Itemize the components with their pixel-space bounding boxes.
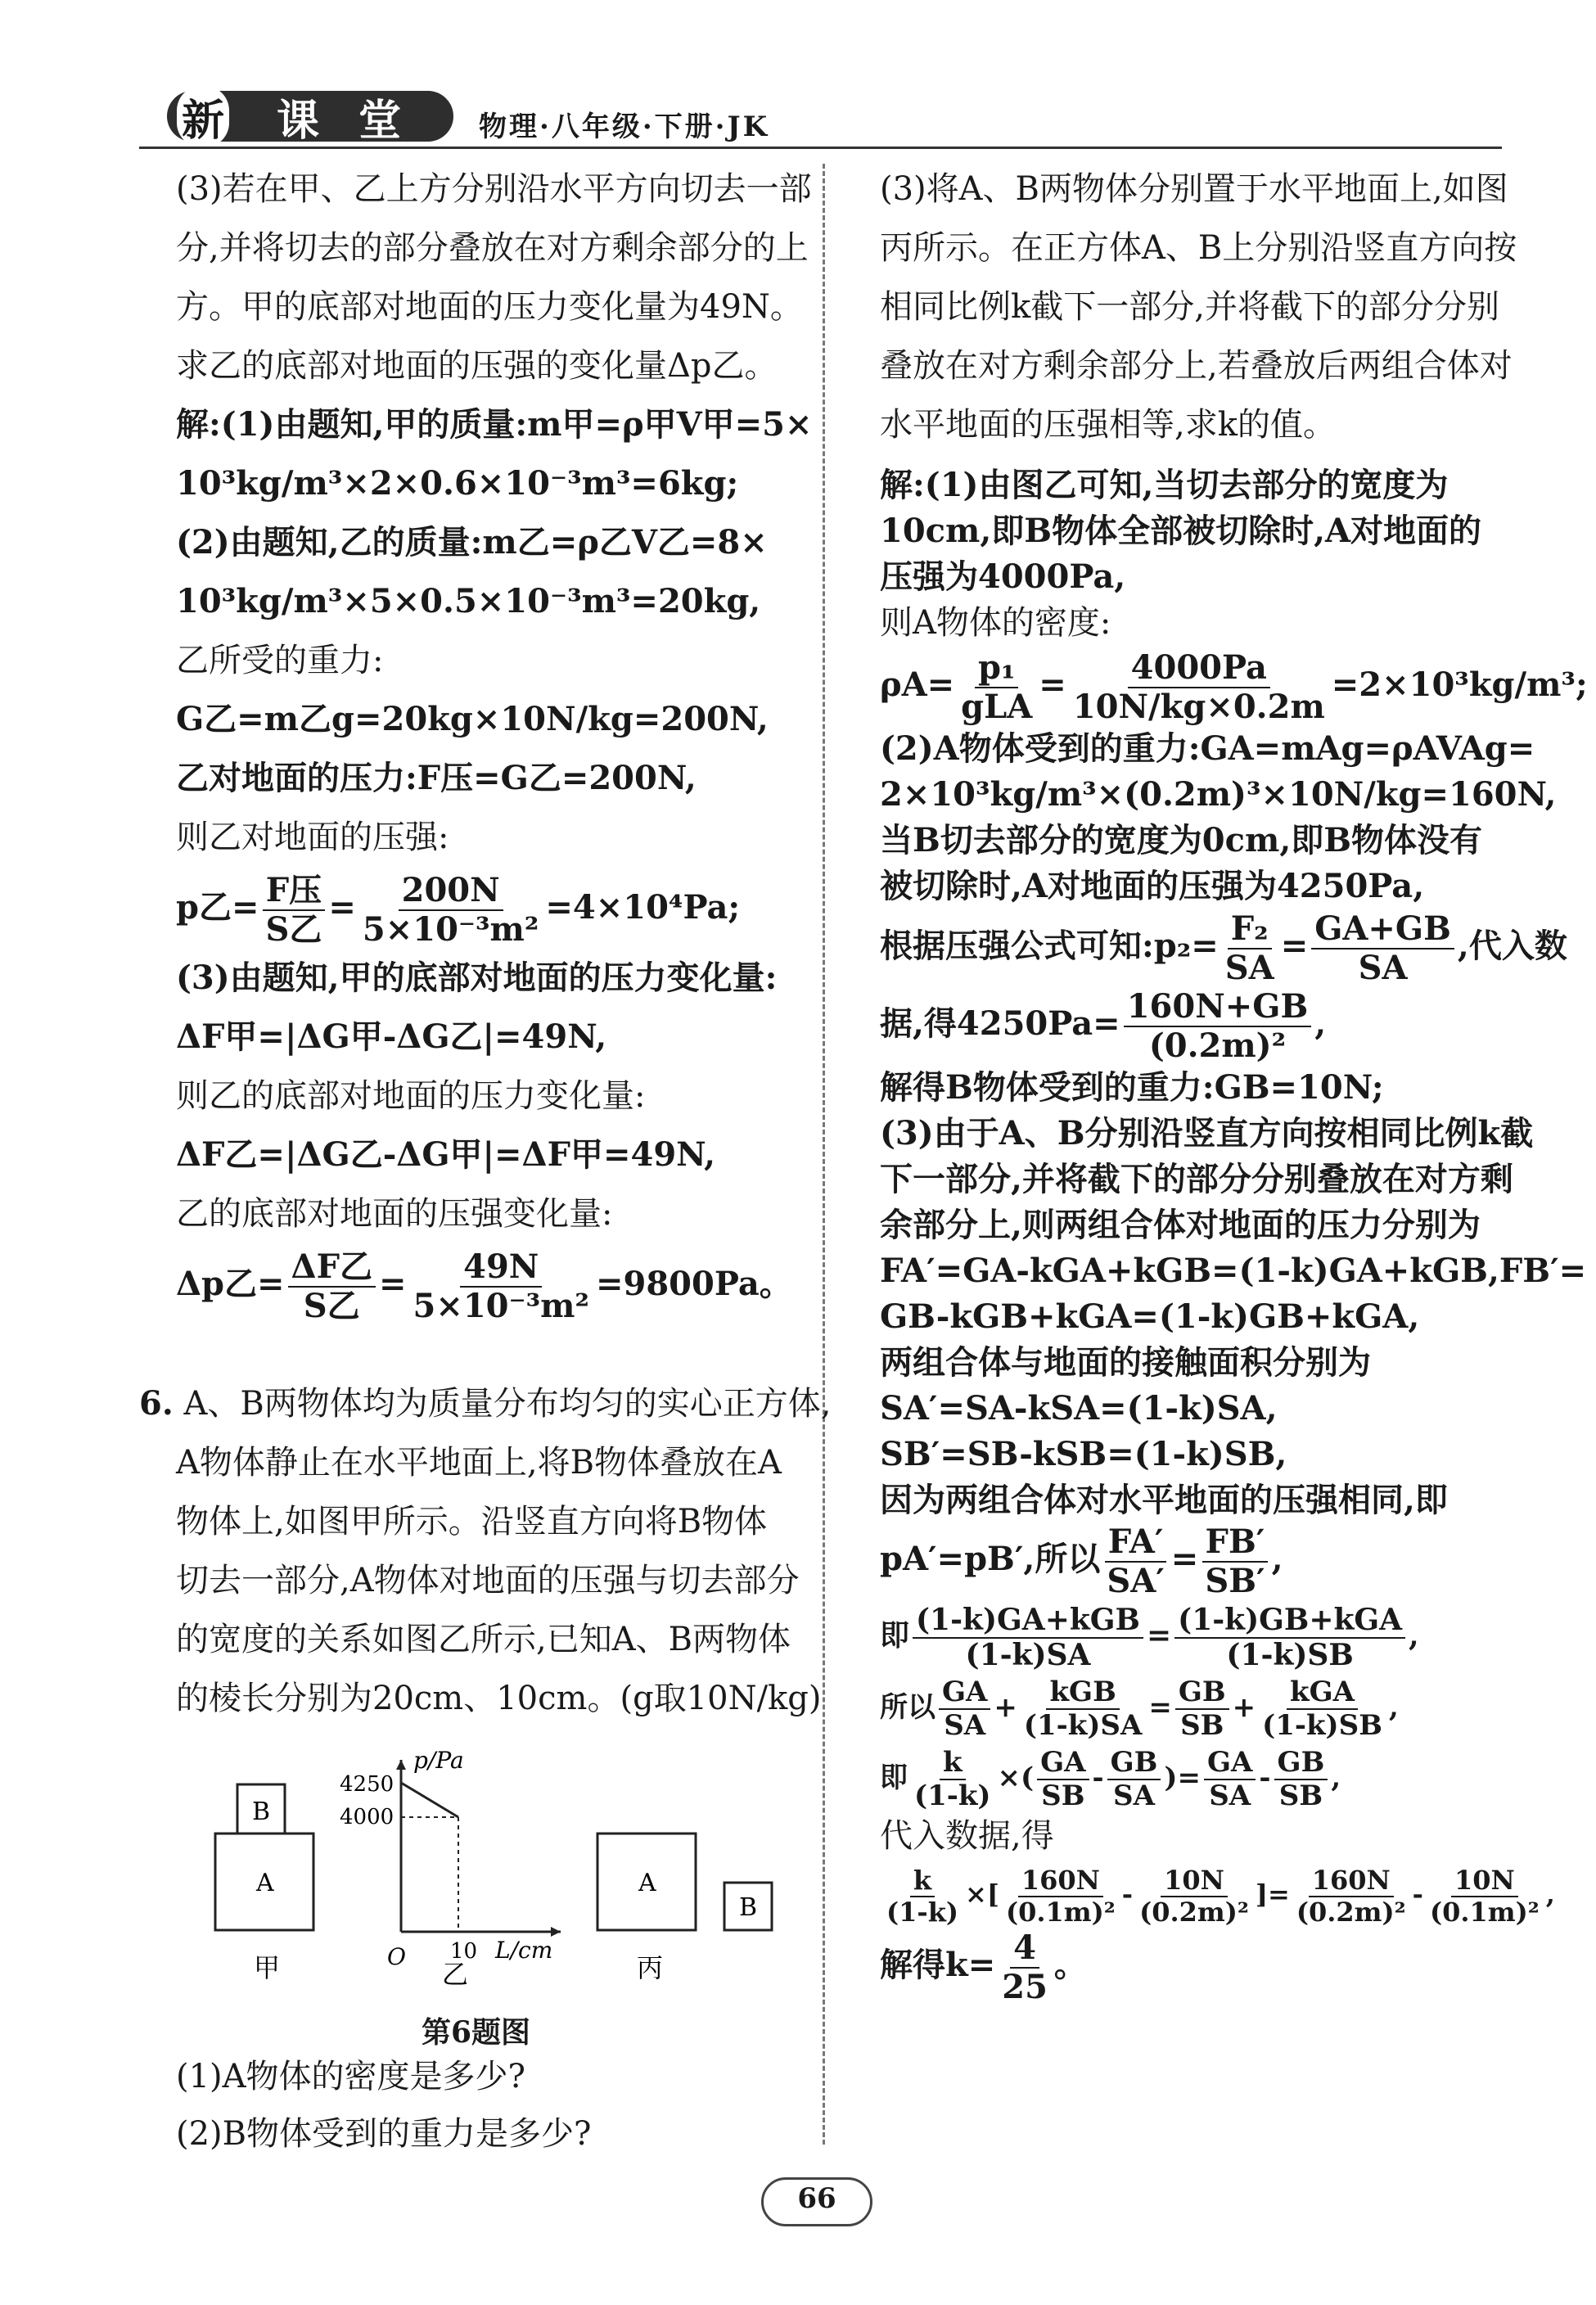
equation-2: 即 $\frac{\text{(1-k)GA+kGB}}{(1-k)SA}$ = $\frac{\text{(1-k)GB+kGA}}{(1-k)SB}$ , — [880, 1602, 1419, 1672]
label-yi: 乙 — [442, 1959, 469, 1990]
denominator: (0.2m)² — [1148, 1026, 1287, 1065]
fraction — [1021, 1676, 1145, 1742]
numerator: k — [940, 1747, 966, 1780]
q6-text: A、B两物体均为质量分布均匀的实心正方体, — [183, 1385, 832, 1423]
solution-line: 压强为4000Pa, — [880, 557, 1126, 596]
q3-line: 丙所示。在正方体A、B上分别沿竖直方向按 — [880, 229, 1517, 267]
fraction — [1175, 1676, 1229, 1742]
q3-line: 叠放在对方剩余部分上,若叠放后两组合体对 — [880, 347, 1513, 385]
denominator: SA — [1358, 949, 1408, 987]
solution-line: ΔF甲=|ΔG甲-ΔG乙|=49N, — [176, 1017, 607, 1056]
eq-rhs: , — [1388, 1691, 1399, 1725]
solution-line: 则A物体的密度: — [880, 604, 1111, 642]
solution-line: 被切除时,A对地面的压强为4250Pa, — [880, 867, 1425, 905]
eq-lhs: pA′=pB′,所以 — [880, 1540, 1101, 1578]
solution-line: 下一部分,并将截下的部分分别叠放在对方剩 — [880, 1160, 1513, 1198]
numerator: F₂ — [1228, 910, 1272, 950]
equation-3: 所以 $\frac{GA}{SA}$ + $\frac{\text{kGB}}{(1-k)SA}$ = $\frac{GB}{SB}$ + $\frac{\text{kGA}}{(1-k)SB}$ , — [880, 1676, 1399, 1743]
eq-rhs: 。 — [1053, 1946, 1087, 1985]
right-column — [880, 160, 1588, 2007]
denominator: 5×10⁻³m² — [362, 910, 539, 949]
fraction — [409, 1248, 593, 1325]
fraction — [1222, 910, 1278, 987]
q3-line: 水平地面的压强相等,求k的值。 — [880, 406, 1336, 444]
fraction — [1107, 1747, 1161, 1812]
fraction — [1174, 1604, 1405, 1673]
fraction — [958, 649, 1035, 726]
numerator: GA — [1037, 1747, 1089, 1780]
eq-lhs: 根据压强公式可知:p₂= — [880, 927, 1219, 965]
denominator: (1-k)SB — [1226, 1638, 1354, 1672]
fraction — [1202, 1523, 1268, 1600]
numerator: F压 — [263, 872, 325, 911]
numerator: FA′ — [1105, 1523, 1167, 1563]
denominator: S乙 — [303, 1287, 360, 1325]
q3-line: (3)将A、B两物体分别置于水平地面上,如图 — [880, 170, 1508, 208]
numerator: 49N — [460, 1248, 542, 1288]
tick-4250: 4250 — [340, 1772, 394, 1797]
eq-rhs: ,代入数 — [1457, 927, 1567, 965]
eq-result: =4×10⁴Pa; — [545, 888, 741, 927]
solution-line: 10³kg/m³×2×0.6×10⁻³m³=6kg; — [176, 464, 739, 503]
numerator: GB — [1107, 1747, 1161, 1780]
numerator: kGB — [1046, 1676, 1119, 1710]
q3-line: 分,并将切去的部分叠放在对方剩余部分的上 — [176, 229, 809, 267]
fraction — [939, 1676, 990, 1742]
label-jia: 甲 — [254, 1952, 281, 1983]
tick-10: 10 — [450, 1939, 478, 1964]
question-6 — [139, 1374, 832, 1728]
fraction — [1070, 649, 1328, 726]
eq-lhs: Δp乙= — [176, 1265, 285, 1303]
denominator: SB′ — [1205, 1562, 1265, 1600]
denominator: (1-k) — [914, 1779, 991, 1813]
pressure-line — [401, 1783, 458, 1817]
denominator: (0.2m)² — [1139, 1896, 1249, 1928]
fraction — [1204, 1747, 1256, 1812]
numerator: 200N — [399, 872, 503, 911]
final-answer — [880, 1929, 1510, 2006]
fraction — [1259, 1676, 1386, 1742]
solution-line: 则乙对地面的压强: — [176, 819, 449, 856]
solution-line: 2×10³kg/m³×(0.2m)³×10N/kg=160N, — [880, 775, 1557, 814]
denominator: SB — [1041, 1779, 1085, 1813]
solution-line: 两组合体与地面的接触面积分别为 — [880, 1343, 1371, 1382]
equation-4: 即 $\frac{k}{(1-k)}$ ×( $\frac{GA}{SB}$ - $\frac{GB}{SA}$ )= $\frac{GA}{SA}$ - $\frac{GB}{SB}$ , — [880, 1746, 1341, 1813]
logo-char-2: 课 — [277, 96, 320, 146]
tick-4000: 4000 — [340, 1805, 394, 1829]
fraction — [288, 1248, 376, 1325]
fraction — [1311, 910, 1454, 987]
eq-lhs: ρA= — [880, 665, 955, 704]
denominator: (0.2m)² — [1296, 1896, 1406, 1928]
solution-line: 乙的底部对地面的压强变化量: — [176, 1195, 613, 1233]
sub-question-2: (2)B物体受到的重力是多少? — [176, 2115, 592, 2153]
denominator: S乙 — [265, 910, 322, 949]
pressure-formula: 根据压强公式可知:p₂= $\frac{\text{F₂}}{SA}$ = $\frac{GA+GB}{SA}$ ,代入数 — [880, 909, 1567, 987]
numerator: (1-k)GA+kGB — [913, 1604, 1143, 1639]
fraction — [1427, 1865, 1543, 1928]
solution-line: G乙=m乙g=20kg×10N/kg=200N, — [176, 700, 769, 738]
denominator: (0.1m)² — [1005, 1896, 1116, 1928]
page-number-badge — [761, 2177, 876, 2226]
solution-line: (2)由题知,乙的质量:m乙=ρ乙V乙=8× — [176, 523, 768, 562]
origin-label: O — [387, 1943, 406, 1970]
fraction — [1103, 1523, 1167, 1600]
fraction — [883, 1865, 962, 1928]
numerator: 10N — [1161, 1865, 1228, 1897]
fraction — [913, 1604, 1143, 1673]
fraction — [1124, 988, 1312, 1065]
solution-line: 余部分上,则两组合体对地面的压力分别为 — [880, 1206, 1481, 1244]
q6-line: 的宽度的关系如图乙所示,已知A、B两物体 — [176, 1621, 791, 1658]
denominator: 5×10⁻³m² — [413, 1287, 589, 1325]
denominator: (1-k)SA — [965, 1638, 1091, 1672]
fraction — [359, 872, 543, 949]
numerator: 160N — [1309, 1865, 1394, 1897]
eq-rhs: , — [1331, 1761, 1341, 1795]
solution-line: FA′=GA-kGA+kGB=(1-k)GA+kGB,FB′= — [880, 1252, 1587, 1290]
solution-line: 10³kg/m³×5×0.5×10⁻³m³=20kg, — [176, 582, 761, 620]
eq-lhs: 即 — [880, 1618, 910, 1653]
fraction — [1037, 1747, 1089, 1812]
page-number: 66 — [797, 2182, 836, 2215]
denominator: SB — [1180, 1709, 1224, 1743]
numerator: k — [910, 1865, 935, 1897]
fraction — [262, 872, 325, 949]
eq-rhs: , — [1271, 1540, 1283, 1578]
eq-lhs: 解得k= — [880, 1946, 996, 1985]
q3-line: (3)若在甲、乙上方分别沿水平方向切去一部 — [176, 170, 812, 208]
q6-line: 切去一部分,A物体对地面的压强与切去部分 — [176, 1562, 800, 1599]
denominator: (1-k)SB — [1262, 1709, 1382, 1743]
numerator: FB′ — [1202, 1523, 1269, 1563]
solution-line: 当B切去部分的宽度为0cm,即B物体没有 — [880, 821, 1483, 859]
denominator: (1-k)SA — [1023, 1709, 1143, 1743]
eq-rhs: , — [1545, 1879, 1555, 1910]
numerator: 160N — [1018, 1865, 1103, 1897]
eq-lhs: 所以 — [880, 1691, 936, 1725]
numerator: 4000Pa — [1128, 649, 1270, 688]
numerator: 4 — [1010, 1929, 1039, 1969]
numerator: GA — [1204, 1747, 1256, 1780]
numerator: GB — [1175, 1676, 1229, 1710]
fraction — [911, 1747, 994, 1812]
x-axis-arrow — [551, 1927, 561, 1937]
solution-line: ΔF乙=|ΔG乙-ΔG甲|=ΔF甲=49N, — [176, 1135, 716, 1174]
solution-line: 乙对地面的压力:F压=G乙=200N, — [176, 759, 697, 797]
fraction — [1293, 1865, 1409, 1928]
denominator: 25 — [1002, 1968, 1048, 2007]
question-6-figure — [176, 1743, 806, 2050]
numerator: (1-k)GB+kGA — [1174, 1604, 1405, 1639]
numerator: GA+GB — [1311, 910, 1454, 950]
book-title: 物理·八年级·下册·JK — [479, 111, 770, 143]
column-divider — [823, 164, 825, 2145]
header-rule — [139, 147, 1502, 149]
solution-line: (3)由于A、B分别沿竖直方向按相同比例k截 — [880, 1114, 1534, 1152]
fraction — [999, 1929, 1051, 2006]
eq-rhs: , — [1314, 1004, 1327, 1043]
figure-svg — [176, 1743, 806, 2014]
eq-lhs: 即 — [880, 1761, 908, 1795]
solution-line: SA′=SA-kSA=(1-k)SA, — [880, 1389, 1278, 1428]
solution-line: (3)由题知,甲的底部对地面的压力变化量: — [176, 959, 778, 997]
numerator: 160N+GB — [1124, 988, 1312, 1027]
numerator: ΔF乙 — [288, 1248, 376, 1288]
fraction — [1136, 1865, 1252, 1928]
q6-line — [139, 1374, 832, 1433]
denominator: SA — [1224, 949, 1274, 987]
denominator: SA — [1113, 1779, 1155, 1813]
denominator: 10N/kg×0.2m — [1072, 688, 1325, 726]
denominator: (1-k) — [886, 1896, 958, 1928]
eq-rhs: , — [1409, 1618, 1419, 1653]
eq-lhs: 据,得4250Pa= — [880, 1004, 1120, 1043]
solution-line: 乙所受的重力: — [176, 642, 384, 679]
eq-result: =9800Pa。 — [595, 1265, 792, 1303]
numerator: p₁ — [975, 649, 1019, 688]
equation-1: pA′=pB′,所以 $\frac{FA'}{SA'}$ = $\frac{FB'}{SB'}$ , — [880, 1522, 1283, 1600]
sub-question-1: (1)A物体的密度是多少? — [176, 2058, 525, 2095]
density-equation: ρA= $\frac{\text{p₁}}{\text{gLA}}$ = $\frac{4000Pa}{10N/kg\times 0.2m}$ =2×10³kg/m³; — [880, 648, 1588, 726]
solution-line: (2)A物体受到的重力:GA=mAg=ρAVAg= — [880, 729, 1535, 768]
denominator: gLA — [961, 688, 1033, 726]
label-bing: 丙 — [637, 1952, 664, 1983]
denominator: SA — [944, 1709, 986, 1743]
series-logo — [154, 86, 457, 150]
fraction — [1003, 1865, 1119, 1928]
label-a: A — [256, 1869, 274, 1897]
fraction — [1274, 1747, 1328, 1812]
label-b: B — [252, 1798, 271, 1826]
solution-line: 解:(1)由题知,甲的质量:m甲=ρ甲V甲=5× — [176, 405, 813, 444]
numerator: GB — [1274, 1747, 1328, 1780]
y-axis-label: p/Pa — [413, 1747, 464, 1774]
label-b-separate: B — [739, 1893, 758, 1922]
q3-line: 求乙的底部对地面的压强的变化量Δp乙。 — [176, 347, 778, 385]
label-a-separate: A — [638, 1869, 656, 1897]
logo-char-3: 堂 — [358, 96, 402, 146]
eq-result: =2×10³kg/m³; — [1331, 665, 1588, 704]
solution-line: SB′=SB-kSB=(1-k)SB, — [880, 1435, 1287, 1473]
question-number: 6. — [139, 1384, 174, 1423]
solution-line: 解:(1)由图乙可知,当切去部分的宽度为 — [880, 466, 1449, 504]
q6-line: 的棱长分别为20cm、10cm。(g取10N/kg) — [176, 1680, 822, 1717]
numerator: 10N — [1451, 1865, 1518, 1897]
denominator: SA′ — [1107, 1562, 1165, 1600]
solution-line: 代入数据,得 — [880, 1817, 1054, 1856]
numerator: kGA — [1287, 1676, 1358, 1710]
x-axis-label: L/cm — [495, 1937, 553, 1964]
q3-line: 方。甲的底部对地面的压力变化量为49N。 — [176, 288, 803, 326]
q3-line: 相同比例k截下一部分,并将截下的部分分别 — [880, 288, 1499, 326]
denominator: (0.1m)² — [1429, 1896, 1540, 1928]
substitution-equation — [880, 987, 1510, 1065]
left-column — [139, 160, 832, 1728]
y-axis-arrow — [396, 1760, 406, 1770]
logo-char-1: 新 — [177, 86, 229, 147]
solution-line: 10cm,即B物体全部被切除时,A对地面的 — [880, 512, 1482, 550]
denominator: SA — [1209, 1779, 1251, 1813]
page-header — [139, 86, 1502, 151]
solution-line: 解得B物体受到的重力:GB=10N; — [880, 1068, 1384, 1107]
pressure-equation: p乙= $\frac{\text{F压}}{\text{S乙}}$ = $\frac{200N}{\text{5×10⁻³m²}}$ =4×10⁴Pa; — [176, 871, 741, 949]
solution-block — [880, 462, 1588, 2007]
solution-line: GB-kGB+kGA=(1-k)GB+kGA, — [880, 1297, 1420, 1336]
solution-line: 因为两组合体对水平地面的压强相同,即 — [880, 1481, 1448, 1519]
solution-line: 则乙的底部对地面的压力变化量: — [176, 1077, 646, 1115]
pressure-change-equation: Δp乙= $\frac{\text{ΔF乙}}{\text{S乙}}$ = $\frac{49N}{\text{5×10⁻³m²}}$ =9800Pa。 — [176, 1247, 792, 1325]
figure-caption: 第6题图 — [422, 2015, 531, 2050]
equation-5: $\frac{k}{(1-k)}$ ×[ $\frac{160N}{\text{(0.1m)²}}$ - $\frac{10N}{\text{(0.2m)²}}$ ]= $\frac{160N}{\text{(0.2m)²}}$ - $\frac{10N}{\text{(0.1m)²}}$ , — [880, 1859, 1510, 1929]
eq-lhs: p乙= — [176, 888, 259, 927]
q6-line: A物体静止在水平地面上,将B物体叠放在A — [176, 1444, 782, 1482]
numerator: GA — [939, 1676, 990, 1710]
denominator: SB — [1278, 1779, 1323, 1813]
q6-line: 物体上,如图甲所示。沿竖直方向将B物体 — [176, 1503, 768, 1540]
